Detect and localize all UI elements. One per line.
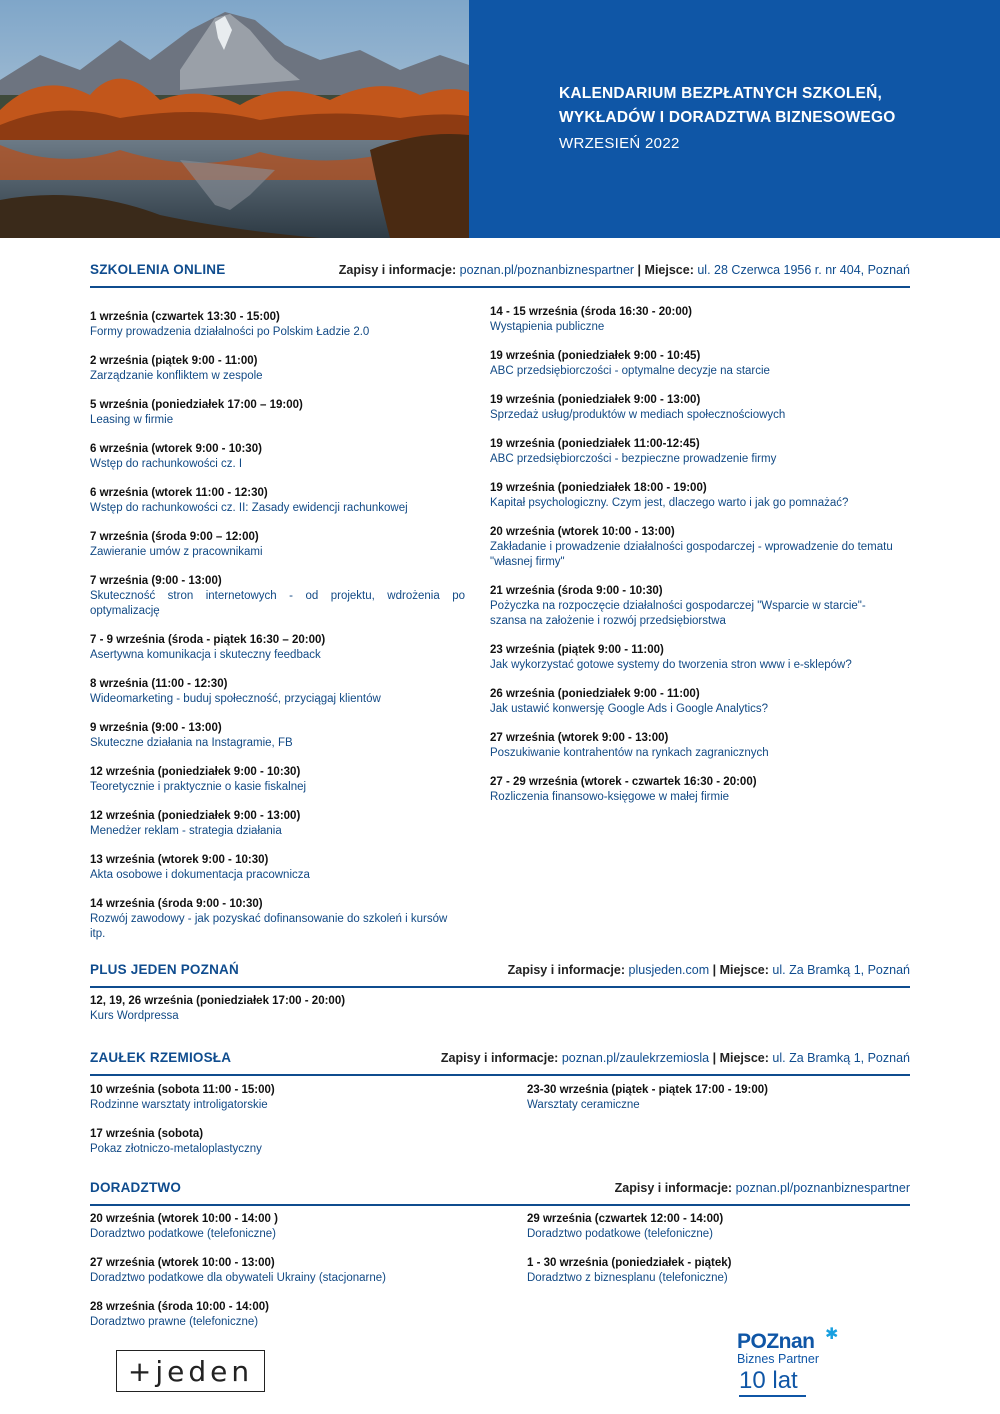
event-item	[527, 1083, 907, 1113]
event-title: Wystąpienia publiczne	[490, 321, 605, 333]
plus-jeden-logo	[116, 1350, 265, 1392]
section-plus-header	[90, 962, 910, 988]
event-title: Menedżer reklam - strategia działania	[90, 825, 282, 837]
event-item	[490, 481, 900, 511]
event-date: 2 września (piątek 9:00 - 11:00)	[90, 355, 258, 367]
star-icon: ✱	[825, 1326, 839, 1343]
event-item	[90, 994, 490, 1024]
info-link[interactable]: poznan.pl/poznanbiznespartner	[735, 1181, 910, 1195]
section-plus-info	[508, 963, 910, 977]
event-date: 12 września (poniedziałek 9:00 - 13:00)	[90, 810, 301, 822]
event-title: Wideomarketing - buduj społeczność, przyciągaj klientów	[90, 693, 381, 705]
event-title: Wstęp do rachunkowości cz. II: Zasady ewidencji rachunkowej	[90, 502, 408, 514]
event-title: Skuteczność stron internetowych - od projektu, wdrożenia po optymalizację	[90, 590, 465, 617]
place-label: Miejsce:	[719, 1051, 769, 1065]
section-online-title: SZKOLENIA ONLINE	[90, 262, 226, 277]
doradztwo-left-column	[90, 1212, 510, 1344]
event-item	[490, 437, 900, 467]
event-date: 21 września (środa 9:00 - 10:30)	[490, 585, 663, 597]
plus-jeden-logo-text: +jeden	[127, 1354, 254, 1388]
header-banner	[0, 0, 1000, 238]
event-item	[527, 1256, 907, 1286]
event-date: 17 września (sobota)	[90, 1128, 204, 1140]
place-value: ul. Za Bramką 1, Poznań	[772, 1051, 910, 1065]
plus-left-column	[90, 994, 490, 1038]
event-date: 14 września (środa 9:00 - 10:30)	[90, 898, 263, 910]
event-item	[90, 721, 465, 751]
zaulek-right-column	[527, 1083, 907, 1127]
event-date: 29 września (czwartek 12:00 - 14:00)	[527, 1213, 724, 1225]
event-date: 12, 19, 26 września (poniedziałek 17:00 - 20:00)	[90, 995, 346, 1007]
event-date: 19 września (poniedziałek 9:00 - 10:45)	[490, 350, 701, 362]
event-item	[90, 633, 465, 663]
event-title: Leasing w firmie	[90, 414, 174, 426]
event-title: Doradztwo podatkowe dla obywateli Ukrainy (stacjonarne)	[90, 1272, 386, 1284]
event-date: 27 września (wtorek 10:00 - 13:00)	[90, 1257, 275, 1269]
place-label: Miejsce:	[644, 263, 694, 277]
event-item	[490, 584, 900, 629]
event-date: 19 września (poniedziałek 9:00 - 13:00)	[490, 394, 701, 406]
event-item	[90, 809, 465, 839]
event-item	[90, 765, 465, 795]
event-title: Pokaz złotniczo-metaloplastyczny	[90, 1143, 262, 1155]
event-date: 23-30 września (piątek - piątek 17:00 - 19:00)	[527, 1084, 768, 1096]
event-date: 23 września (piątek 9:00 - 11:00)	[490, 644, 664, 656]
event-date: 7 września (9:00 - 13:00)	[90, 575, 222, 587]
event-title: Pożyczka na rozpoczęcie działalności gospodarczej "Wsparcie w starcie"- szansa na założenie i rozwój przedsiębiorstwa	[490, 600, 866, 627]
poznan-logo-years: 10 lat	[739, 1367, 806, 1397]
event-title: Asertywna komunikacja i skuteczny feedback	[90, 649, 321, 661]
section-online-header	[90, 262, 910, 288]
event-item	[90, 442, 465, 472]
section-doradztwo-info	[615, 1181, 910, 1195]
event-date: 7 - 9 września (środa - piątek 16:30 – 20:00)	[90, 634, 326, 646]
mountain-lake-photo	[0, 0, 469, 238]
info-label: Zapisy i informacje:	[507, 963, 626, 977]
event-title: Sprzedaż usług/produktów w mediach społecznościowych	[490, 409, 786, 421]
event-date: 6 września (wtorek 9:00 - 10:30)	[90, 443, 262, 455]
event-date: 19 września (poniedziałek 11:00-12:45)	[490, 438, 700, 450]
place-value: ul. Za Bramką 1, Poznań	[772, 963, 910, 977]
poznan-logo-sub: Biznes Partner	[737, 1352, 819, 1366]
event-item	[490, 775, 900, 805]
event-date: 5 września (poniedziałek 17:00 – 19:00)	[90, 399, 303, 411]
event-title: Kapitał psychologiczny. Czym jest, dlaczego warto i jak go pomnażać?	[490, 497, 849, 509]
event-date: 9 września (9:00 - 13:00)	[90, 722, 222, 734]
info-link[interactable]: poznan.pl/zaulekrzemiosla	[561, 1051, 710, 1065]
event-date: 28 września (środa 10:00 - 14:00)	[90, 1301, 269, 1313]
event-date: 14 - 15 września (środa 16:30 - 20:00)	[490, 306, 692, 318]
event-title: Doradztwo prawne (telefoniczne)	[90, 1316, 259, 1328]
event-title: Doradztwo podatkowe (telefoniczne)	[90, 1228, 277, 1240]
event-title: Akta osobowe i dokumentacja pracownicza	[90, 869, 310, 881]
event-item	[90, 574, 465, 619]
event-item	[90, 398, 465, 428]
event-item	[90, 677, 465, 707]
event-item	[490, 643, 900, 673]
event-date: 19 września (poniedziałek 18:00 - 19:00)	[490, 482, 707, 494]
event-title: Poszukiwanie kontrahentów na rynkach zagranicznych	[490, 747, 769, 759]
event-item	[90, 530, 465, 560]
event-title: Jak wykorzystać gotowe systemy do tworzenia stron www i e-sklepów?	[490, 659, 852, 671]
event-date: 7 września (środa 9:00 – 12:00)	[90, 531, 259, 543]
event-title: ABC przedsiębiorczości - bezpieczne prowadzenie firmy	[490, 453, 777, 465]
info-label: Zapisy i informacje:	[338, 263, 457, 277]
event-item	[90, 853, 465, 883]
event-title: Rodzinne warsztaty introligatorskie	[90, 1099, 268, 1111]
event-item	[90, 486, 465, 516]
info-link[interactable]: plusjeden.com	[628, 963, 710, 977]
event-title: Warsztaty ceramiczne	[527, 1099, 640, 1111]
info-separator: |	[637, 263, 642, 277]
info-label: Zapisy i informacje:	[614, 1181, 733, 1195]
event-item	[490, 305, 900, 335]
section-doradztwo-header	[90, 1180, 910, 1206]
event-date: 10 września (sobota 11:00 - 15:00)	[90, 1084, 275, 1096]
event-title: Teoretycznie i praktycznie o kasie fiskalnej	[90, 781, 307, 793]
doradztwo-right-column	[527, 1212, 907, 1300]
info-label: Zapisy i informacje:	[440, 1051, 559, 1065]
event-date: 8 września (11:00 - 12:30)	[90, 678, 228, 690]
event-item	[90, 1212, 510, 1242]
online-left-column	[90, 310, 465, 956]
event-title: Jak ustawić konwersję Google Ads i Google Analytics?	[490, 703, 769, 715]
poznan-logo-main: POZnan	[737, 1330, 815, 1353]
event-item	[490, 349, 900, 379]
header-subtitle: WRZESIEŃ 2022	[559, 135, 680, 152]
event-title: Rozliczenia finansowo-księgowe w małej firmie	[490, 791, 730, 803]
event-title: Skuteczne działania na Instagramie, FB	[90, 737, 293, 749]
event-item	[490, 731, 900, 761]
online-right-column	[490, 305, 900, 819]
event-date: 6 września (wtorek 11:00 - 12:30)	[90, 487, 268, 499]
event-title: Rozwój zawodowy - jak pozyskać dofinansowanie do szkoleń i kursów itp.	[90, 913, 448, 940]
event-item	[90, 897, 465, 942]
event-item	[90, 354, 465, 384]
event-title: ABC przedsiębiorczości - optymalne decyzje na starcie	[490, 365, 770, 377]
event-title: Formy prowadzenia działalności po Polskim Ładzie 2.0	[90, 326, 370, 338]
event-title: Kurs Wordpressa	[90, 1010, 179, 1022]
event-title: Zarządzanie konfliktem w zespole	[90, 370, 263, 382]
event-item	[490, 687, 900, 717]
event-date: 20 września (wtorek 10:00 - 14:00 )	[90, 1213, 278, 1225]
event-title: Zawieranie umów z pracownikami	[90, 546, 263, 558]
header-title-line1: KALENDARIUM BEZPŁATNYCH SZKOLEŃ,	[559, 85, 882, 102]
place-value: ul. 28 Czerwca 1956 r. nr 404, Poznań	[697, 263, 910, 277]
section-plus-title: PLUS JEDEN POZNAŃ	[90, 962, 239, 977]
event-date: 1 - 30 września (poniedziałek - piątek)	[527, 1257, 732, 1269]
section-doradztwo-title: DORADZTWO	[90, 1180, 182, 1195]
place-label: Miejsce:	[719, 963, 769, 977]
event-date: 1 września (czwartek 13:30 - 15:00)	[90, 311, 280, 323]
event-item	[490, 393, 900, 423]
header-title-panel	[469, 0, 1000, 238]
section-zaulek-title: ZAUŁEK RZEMIOSŁA	[90, 1050, 232, 1065]
zaulek-left-column	[90, 1083, 490, 1171]
event-title: Doradztwo podatkowe (telefoniczne)	[527, 1228, 714, 1240]
event-item	[490, 525, 900, 570]
section-online-info	[339, 263, 910, 277]
info-separator: |	[712, 1051, 717, 1065]
event-date: 27 września (wtorek 9:00 - 13:00)	[490, 732, 669, 744]
event-date: 12 września (poniedziałek 9:00 - 10:30)	[90, 766, 301, 778]
info-separator: |	[712, 963, 717, 977]
section-zaulek-info	[441, 1051, 910, 1065]
event-date: 27 - 29 września (wtorek - czwartek 16:30 - 20:00)	[490, 776, 757, 788]
event-date: 13 września (wtorek 9:00 - 10:30)	[90, 854, 269, 866]
event-item	[90, 1127, 490, 1157]
event-title: Zakładanie i prowadzenie działalności gospodarczej - wprowadzenie do tematu "własnej firmy"	[490, 541, 893, 568]
info-link[interactable]: poznan.pl/poznanbiznespartner	[459, 263, 635, 277]
poznan-biznes-partner-logo	[737, 1326, 847, 1408]
event-item	[90, 1083, 490, 1113]
event-item	[90, 310, 465, 340]
header-title-line2: WYKŁADÓW I DORADZTWA BIZNESOWEGO	[559, 109, 896, 126]
event-title: Wstęp do rachunkowości cz. I	[90, 458, 243, 470]
event-date: 26 września (poniedziałek 9:00 - 11:00)	[490, 688, 700, 700]
event-item	[90, 1256, 510, 1286]
event-date: 20 września (wtorek 10:00 - 13:00)	[490, 526, 675, 538]
event-item	[527, 1212, 907, 1242]
event-title: Doradztwo z biznesplanu (telefoniczne)	[527, 1272, 728, 1284]
event-item	[90, 1300, 510, 1330]
section-zaulek-header	[90, 1050, 910, 1076]
